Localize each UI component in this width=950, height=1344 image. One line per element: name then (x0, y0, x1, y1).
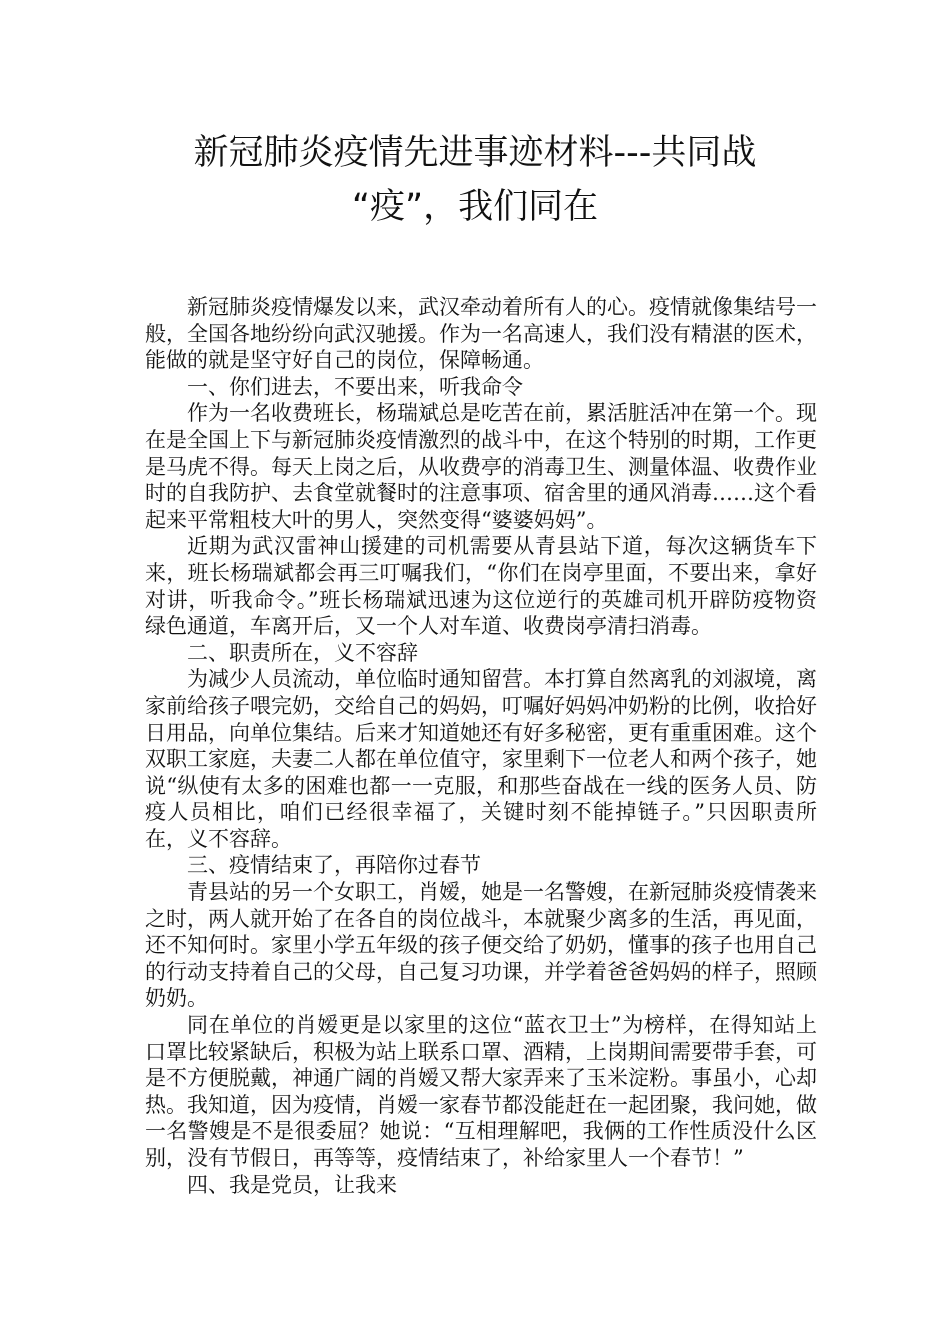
paragraph: 同在单位的肖嫒更是以家里的这位“蓝衣卫士”为榜样，在得知站上口罩比较紧缺后，积极为站上联系口罩、酒精，上岗期间需要带手套，可是不方便脱戴，神通广阔的肖嫒又帮大家弄来了玉米淀粉。事虽小，心却热。我知道，因为疫情，肖嫒一家春节都没能赶在一起团聚，我问她，做一名警嫂是不是很委屈？她说：“互相理解吧，我俩的工作性质没什么区别，没有节假日，再等等，疫情结束了，补给家里人一个春节！” (145, 1013, 817, 1170)
title-line-2: “疫”，我们同在 (351, 187, 599, 227)
section-heading-3: 三、疫情结束了，再陪你过春节 (187, 853, 481, 878)
document-title (120, 126, 830, 234)
section-heading-2: 二、职责所在，义不容辞 (187, 640, 418, 665)
paragraph: 青县站的另一个女职工，肖嫒，她是一名警嫂，在新冠肺炎疫情袭来之时，两人就开始了在各自的岗位战斗，本就聚少离多的生活，再见面，还不知何时。家里小学五年级的孩子便交给了奶奶，懂事的孩子也用自己的行动支持着自己的父母，自己复习功课，并学着爸爸妈妈的样子，照顾奶奶。 (145, 880, 817, 1011)
paragraph-intro: 新冠肺炎疫情爆发以来，武汉牵动着所有人的心。疫情就像集结号一般，全国各地纷纷向武汉驰援。作为一名高速人，我们没有精湛的医术，能做的就是坚守好自己的岗位，保障畅通。 (145, 295, 817, 373)
paragraph: 近期为武汉雷神山援建的司机需要从青县站下道，每次这辆货车下来，班长杨瑞斌都会再三叮嘱我们，“你们在岗亭里面，不要出来，拿好对讲，听我命令。”班长杨瑞斌迅速为这位逆行的英雄司机开辟防疫物资绿色通道，车离开后，又一个人对车道、收费岗亭清扫消毒。 (145, 534, 817, 639)
document-body (145, 294, 817, 1198)
title-line-1: 新冠肺炎疫情先进事迹材料---共同战 (193, 133, 757, 173)
paragraph: 作为一名收费班长，杨瑞斌总是吃苦在前，累活脏活冲在第一个。现在是全国上下与新冠肺炎疫情激烈的战斗中，在这个特别的时期，工作更是马虎不得。每天上岗之后，从收费亭的消毒卫生、测量体温、收费作业时的自我防护、去食堂就餐时的注意事项、宿舍里的通风消毒……这个看起来平常粗枝大叶的男人，突然变得“婆婆妈妈”。 (145, 401, 817, 532)
section-heading-1: 一、你们进去，不要出来，听我命令 (187, 374, 523, 399)
section-heading-4: 四、我是党员，让我来 (187, 1172, 397, 1197)
paragraph: 为减少人员流动，单位临时通知留营。本打算自然离乳的刘淑境，离家前给孩子喂完奶，交给自己的妈妈，叮嘱好妈妈冲奶粉的比例，收拾好日用品，向单位集结。后来才知道她还有好多秘密，更有重重困难。这个双职工家庭，夫妻二人都在单位值守，家里剩下一位老人和两个孩子，她说“纵使有太多的困难也都一一克服，和那些奋战在一线的医务人员、防疫人员相比，咱们已经很幸福了，关键时刻不能掉链子。”只因职责所在，义不容辞。 (145, 667, 817, 851)
